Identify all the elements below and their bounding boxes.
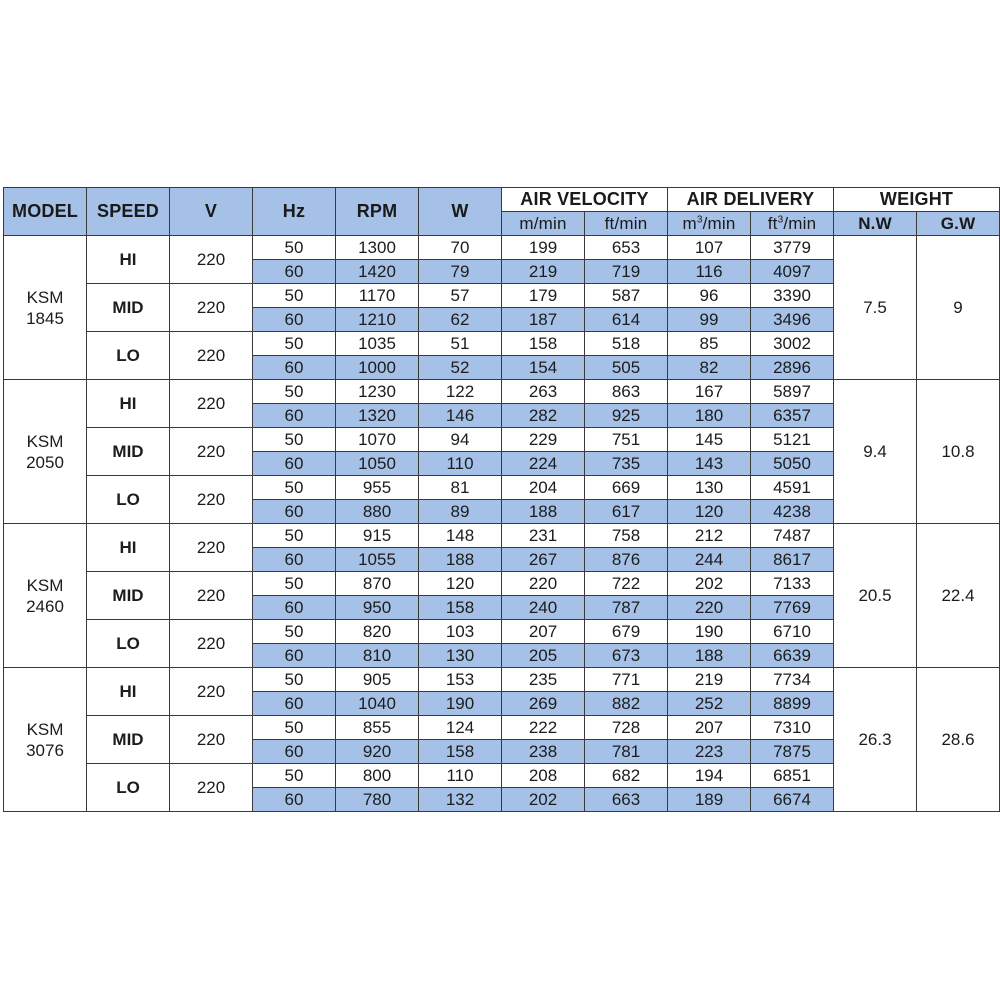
net-weight-cell: 20.5 — [834, 524, 917, 668]
hz-cell: 50 — [253, 572, 336, 596]
m-min-cell: 267 — [502, 548, 585, 572]
ft-min-cell: 679 — [585, 620, 668, 644]
ft-min-cell: 587 — [585, 284, 668, 308]
m-min-cell: 235 — [502, 668, 585, 692]
net-weight-cell: 26.3 — [834, 668, 917, 812]
header-net-weight: N.W — [834, 212, 917, 236]
m-min-cell: 269 — [502, 692, 585, 716]
voltage-cell: 220 — [170, 524, 253, 572]
header-hz: Hz — [253, 188, 336, 236]
hz-cell: 60 — [253, 548, 336, 572]
ft3-sup: 3 — [777, 213, 784, 225]
hz-cell: 60 — [253, 356, 336, 380]
ft3-min-cell: 5121 — [751, 428, 834, 452]
w-cell: 148 — [419, 524, 502, 548]
net-weight-cell: 9.4 — [834, 380, 917, 524]
hz-cell: 60 — [253, 452, 336, 476]
header-m3-min — [668, 212, 751, 236]
ft-min-cell: 505 — [585, 356, 668, 380]
w-cell: 62 — [419, 308, 502, 332]
m-min-cell: 179 — [502, 284, 585, 308]
m3-min-cell: 167 — [668, 380, 751, 404]
m3-min-cell: 145 — [668, 428, 751, 452]
w-cell: 79 — [419, 260, 502, 284]
rpm-cell: 855 — [336, 716, 419, 740]
hz-cell: 50 — [253, 620, 336, 644]
ft-min-cell: 925 — [585, 404, 668, 428]
w-cell: 94 — [419, 428, 502, 452]
m-min-cell: 187 — [502, 308, 585, 332]
voltage-cell: 220 — [170, 764, 253, 812]
ft3-base: ft — [767, 213, 778, 233]
m-min-cell: 224 — [502, 452, 585, 476]
speed-cell: HI — [87, 668, 170, 716]
header-model: MODEL — [4, 188, 87, 236]
ft3-min-cell: 6710 — [751, 620, 834, 644]
model-cell — [4, 524, 87, 668]
m-min-cell: 222 — [502, 716, 585, 740]
voltage-cell: 220 — [170, 668, 253, 716]
ft3-min-cell: 4238 — [751, 500, 834, 524]
ft-min-cell: 751 — [585, 428, 668, 452]
m-min-cell: 158 — [502, 332, 585, 356]
model-number: 2050 — [26, 452, 64, 472]
model-number: 1845 — [26, 308, 64, 328]
ft3-min-cell: 7875 — [751, 740, 834, 764]
rpm-cell: 870 — [336, 572, 419, 596]
rpm-cell: 1000 — [336, 356, 419, 380]
m-min-cell: 202 — [502, 788, 585, 812]
m3-min-cell: 244 — [668, 548, 751, 572]
m3-tail: /min — [702, 213, 736, 233]
m-min-cell: 231 — [502, 524, 585, 548]
voltage-cell: 220 — [170, 428, 253, 476]
m-min-cell: 220 — [502, 572, 585, 596]
hz-cell: 50 — [253, 380, 336, 404]
m3-min-cell: 107 — [668, 236, 751, 260]
w-cell: 70 — [419, 236, 502, 260]
ft3-min-cell: 7310 — [751, 716, 834, 740]
m-min-cell: 188 — [502, 500, 585, 524]
w-cell: 130 — [419, 644, 502, 668]
hz-cell: 60 — [253, 788, 336, 812]
hz-cell: 60 — [253, 644, 336, 668]
voltage-cell: 220 — [170, 380, 253, 428]
rpm-cell: 810 — [336, 644, 419, 668]
m-min-cell: 282 — [502, 404, 585, 428]
m3-min-cell: 130 — [668, 476, 751, 500]
rpm-cell: 950 — [336, 596, 419, 620]
ft3-min-cell: 7133 — [751, 572, 834, 596]
ft-min-cell: 518 — [585, 332, 668, 356]
voltage-cell: 220 — [170, 284, 253, 332]
hz-cell: 60 — [253, 692, 336, 716]
m3-base: m — [682, 213, 697, 233]
model-cell — [4, 236, 87, 380]
voltage-cell: 220 — [170, 572, 253, 620]
ft3-min-cell: 6851 — [751, 764, 834, 788]
ft-min-cell: 719 — [585, 260, 668, 284]
hz-cell: 50 — [253, 428, 336, 452]
ft3-min-cell: 4591 — [751, 476, 834, 500]
ft3-min-cell: 5897 — [751, 380, 834, 404]
table-row — [4, 524, 1000, 548]
m3-min-cell: 212 — [668, 524, 751, 548]
m-min-cell: 229 — [502, 428, 585, 452]
rpm-cell: 880 — [336, 500, 419, 524]
m3-min-cell: 220 — [668, 596, 751, 620]
ft-min-cell: 781 — [585, 740, 668, 764]
model-name: KSM — [26, 575, 64, 595]
hz-cell: 60 — [253, 404, 336, 428]
gross-weight-cell: 22.4 — [917, 524, 1000, 668]
rpm-cell: 1230 — [336, 380, 419, 404]
ft-min-cell: 682 — [585, 764, 668, 788]
ft3-min-cell: 6357 — [751, 404, 834, 428]
gross-weight-cell: 28.6 — [917, 668, 1000, 812]
model-number: 2460 — [26, 596, 64, 616]
w-cell: 158 — [419, 596, 502, 620]
speed-cell: LO — [87, 332, 170, 380]
rpm-cell: 1040 — [336, 692, 419, 716]
ft-min-cell: 669 — [585, 476, 668, 500]
rpm-cell: 820 — [336, 620, 419, 644]
speed-cell: LO — [87, 764, 170, 812]
table-row — [4, 380, 1000, 404]
ft-min-cell: 663 — [585, 788, 668, 812]
model-cell — [4, 668, 87, 812]
ft-min-cell: 863 — [585, 380, 668, 404]
table-body — [4, 236, 1000, 812]
model-name: KSM — [26, 431, 64, 451]
m3-min-cell: 143 — [668, 452, 751, 476]
header-air-velocity: AIR VELOCITY — [502, 188, 668, 212]
ft-min-cell: 876 — [585, 548, 668, 572]
hz-cell: 60 — [253, 596, 336, 620]
ft3-min-cell: 4097 — [751, 260, 834, 284]
m-min-cell: 208 — [502, 764, 585, 788]
ft3-min-cell: 6674 — [751, 788, 834, 812]
w-cell: 190 — [419, 692, 502, 716]
w-cell: 132 — [419, 788, 502, 812]
rpm-cell: 1420 — [336, 260, 419, 284]
w-cell: 124 — [419, 716, 502, 740]
speed-cell: MID — [87, 572, 170, 620]
m-min-cell: 199 — [502, 236, 585, 260]
ft3-min-cell: 8617 — [751, 548, 834, 572]
fan-spec-table — [3, 187, 1000, 812]
ft-min-cell: 614 — [585, 308, 668, 332]
ft-min-cell: 728 — [585, 716, 668, 740]
m-min-cell: 263 — [502, 380, 585, 404]
rpm-cell: 1170 — [336, 284, 419, 308]
m-min-cell: 205 — [502, 644, 585, 668]
ft-min-cell: 758 — [585, 524, 668, 548]
header-rpm: RPM — [336, 188, 419, 236]
m3-min-cell: 99 — [668, 308, 751, 332]
voltage-cell: 220 — [170, 716, 253, 764]
w-cell: 81 — [419, 476, 502, 500]
voltage-cell: 220 — [170, 236, 253, 284]
hz-cell: 50 — [253, 524, 336, 548]
gross-weight-cell: 9 — [917, 236, 1000, 380]
ft-min-cell: 617 — [585, 500, 668, 524]
ft3-min-cell: 7769 — [751, 596, 834, 620]
m3-min-cell: 189 — [668, 788, 751, 812]
w-cell: 57 — [419, 284, 502, 308]
speed-cell: LO — [87, 476, 170, 524]
header-watts: W — [419, 188, 502, 236]
ft3-min-cell: 7734 — [751, 668, 834, 692]
rpm-cell: 1320 — [336, 404, 419, 428]
rpm-cell: 1070 — [336, 428, 419, 452]
model-name: KSM — [26, 287, 64, 307]
header-m-min: m/min — [502, 212, 585, 236]
hz-cell: 50 — [253, 284, 336, 308]
m-min-cell: 154 — [502, 356, 585, 380]
hz-cell: 50 — [253, 764, 336, 788]
rpm-cell: 915 — [336, 524, 419, 548]
header-speed: SPEED — [87, 188, 170, 236]
ft3-min-cell: 5050 — [751, 452, 834, 476]
ft3-min-cell: 3002 — [751, 332, 834, 356]
w-cell: 110 — [419, 764, 502, 788]
ft-min-cell: 722 — [585, 572, 668, 596]
speed-cell: MID — [87, 428, 170, 476]
voltage-cell: 220 — [170, 476, 253, 524]
m3-min-cell: 219 — [668, 668, 751, 692]
m-min-cell: 240 — [502, 596, 585, 620]
hz-cell: 60 — [253, 740, 336, 764]
rpm-cell: 800 — [336, 764, 419, 788]
rpm-cell: 1210 — [336, 308, 419, 332]
hz-cell: 50 — [253, 476, 336, 500]
ft3-min-cell: 3779 — [751, 236, 834, 260]
w-cell: 146 — [419, 404, 502, 428]
model-name: KSM — [26, 719, 64, 739]
voltage-cell: 220 — [170, 620, 253, 668]
rpm-cell: 1300 — [336, 236, 419, 260]
table-header — [4, 188, 1000, 236]
rpm-cell: 780 — [336, 788, 419, 812]
table-row — [4, 236, 1000, 260]
m3-min-cell: 223 — [668, 740, 751, 764]
rpm-cell: 1050 — [336, 452, 419, 476]
gross-weight-cell: 10.8 — [917, 380, 1000, 524]
w-cell: 110 — [419, 452, 502, 476]
ft-min-cell: 653 — [585, 236, 668, 260]
hz-cell: 50 — [253, 668, 336, 692]
m3-min-cell: 82 — [668, 356, 751, 380]
speed-cell: HI — [87, 236, 170, 284]
m3-min-cell: 194 — [668, 764, 751, 788]
m3-min-cell: 190 — [668, 620, 751, 644]
w-cell: 188 — [419, 548, 502, 572]
rpm-cell: 920 — [336, 740, 419, 764]
rpm-cell: 905 — [336, 668, 419, 692]
ft3-min-cell: 2896 — [751, 356, 834, 380]
w-cell: 52 — [419, 356, 502, 380]
model-number: 3076 — [26, 740, 64, 760]
m3-min-cell: 96 — [668, 284, 751, 308]
rpm-cell: 1035 — [336, 332, 419, 356]
ft-min-cell: 882 — [585, 692, 668, 716]
ft3-min-cell: 3496 — [751, 308, 834, 332]
w-cell: 103 — [419, 620, 502, 644]
hz-cell: 50 — [253, 236, 336, 260]
w-cell: 120 — [419, 572, 502, 596]
speed-cell: MID — [87, 284, 170, 332]
w-cell: 122 — [419, 380, 502, 404]
hz-cell: 50 — [253, 716, 336, 740]
speed-cell: HI — [87, 380, 170, 428]
ft-min-cell: 673 — [585, 644, 668, 668]
hz-cell: 60 — [253, 308, 336, 332]
ft3-min-cell: 8899 — [751, 692, 834, 716]
header-ft-min: ft/min — [585, 212, 668, 236]
m3-sup: 3 — [696, 213, 703, 225]
header-ft3-min — [751, 212, 834, 236]
speed-cell: LO — [87, 620, 170, 668]
voltage-cell: 220 — [170, 332, 253, 380]
model-cell — [4, 380, 87, 524]
ft-min-cell: 787 — [585, 596, 668, 620]
header-air-delivery: AIR DELIVERY — [668, 188, 834, 212]
m-min-cell: 219 — [502, 260, 585, 284]
m-min-cell: 238 — [502, 740, 585, 764]
m3-min-cell: 120 — [668, 500, 751, 524]
m3-min-cell: 188 — [668, 644, 751, 668]
m3-min-cell: 252 — [668, 692, 751, 716]
ft3-min-cell: 6639 — [751, 644, 834, 668]
rpm-cell: 1055 — [336, 548, 419, 572]
w-cell: 89 — [419, 500, 502, 524]
m3-min-cell: 116 — [668, 260, 751, 284]
ft-min-cell: 771 — [585, 668, 668, 692]
m3-min-cell: 202 — [668, 572, 751, 596]
header-weight: WEIGHT — [834, 188, 1000, 212]
ft3-tail: /min — [783, 213, 817, 233]
m3-min-cell: 85 — [668, 332, 751, 356]
m-min-cell: 204 — [502, 476, 585, 500]
ft-min-cell: 735 — [585, 452, 668, 476]
w-cell: 158 — [419, 740, 502, 764]
w-cell: 153 — [419, 668, 502, 692]
net-weight-cell: 7.5 — [834, 236, 917, 380]
m3-min-cell: 180 — [668, 404, 751, 428]
table-row — [4, 668, 1000, 692]
speed-cell: HI — [87, 524, 170, 572]
header-voltage: V — [170, 188, 253, 236]
hz-cell: 60 — [253, 500, 336, 524]
w-cell: 51 — [419, 332, 502, 356]
m3-min-cell: 207 — [668, 716, 751, 740]
m-min-cell: 207 — [502, 620, 585, 644]
hz-cell: 60 — [253, 260, 336, 284]
rpm-cell: 955 — [336, 476, 419, 500]
header-gross-weight: G.W — [917, 212, 1000, 236]
speed-cell: MID — [87, 716, 170, 764]
hz-cell: 50 — [253, 332, 336, 356]
ft3-min-cell: 3390 — [751, 284, 834, 308]
ft3-min-cell: 7487 — [751, 524, 834, 548]
